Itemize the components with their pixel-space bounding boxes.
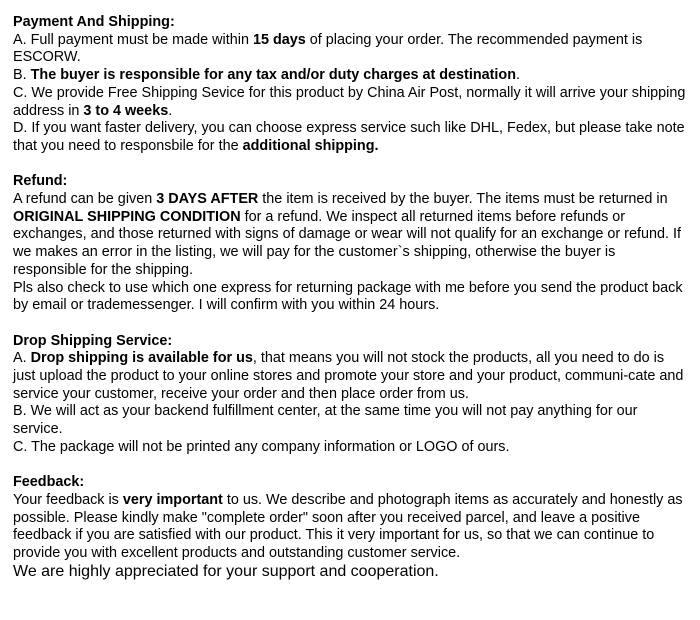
feedback-paragraph: Your feedback is very important to us. We describe and photograph items as accurately and honestly as possible. Please kindly make "complete order" soon after you received parcel, and leave a positive feedback if you are satisfied with our product. This it very important for us, so that we can continue to provide you with excellent products and outstanding customer service. [13, 491, 683, 562]
dropship-item-a: A. Drop shipping is available for us, that means you will not stock the products, all you need to do is just upload the product to your online stores and promote your store and your product, communi-cate and service your customer, receive your order and then place order from us. [13, 350, 684, 402]
feedback-section [13, 474, 688, 581]
payment-item-d: D. If you want faster delivery, you can choose express service such like DHL, Fedex, but please take note that you need to responsbile for the additional shipping. [13, 120, 685, 154]
dropship-section [13, 333, 688, 457]
payment-item-b: B. The buyer is responsible for any tax and/or duty charges at destination. [13, 67, 521, 84]
dropship-item-b: B. We will act as your backend fulfillment center, at the same time you will not pay anything for our service. [13, 403, 638, 438]
refund-heading: Refund: [13, 173, 68, 190]
refund-paragraph: A refund can be given 3 DAYS AFTER the item is received by the buyer. The items must be returned in ORIGINAL SHIPPING CONDITION for a refund. We inspect all returned items before refunds or exchanges, and those returned with signs of damage or wear will not qualify for an exchange or refund. If we makes an error in the listing, we will pay for the customer`s shipping, otherwise the buyer is responsible for the shipping. [13, 191, 681, 278]
payment-section [13, 14, 688, 156]
refund-section [13, 173, 688, 315]
payment-heading: Payment And Shipping: [13, 14, 175, 30]
refund-return-note: Pls also check to use which one express for returning package with me before you send the product back by email or trademessenger. I will confirm with you within 24 hours. [13, 279, 683, 314]
feedback-heading: Feedback: [13, 474, 85, 491]
dropship-item-c: C. The package will not be printed any company information or LOGO of ours. [13, 438, 510, 455]
payment-item-c: C. We provide Free Shipping Sevice for this product by China Air Post, normally it will arrive your shipping address in 3 to 4 weeks. [13, 84, 686, 119]
closing-line: We are highly appreciated for your support and cooperation. [13, 562, 439, 580]
dropship-heading: Drop Shipping Service: [13, 332, 173, 349]
payment-item-a: A. Full payment must be made within 15 days of placing your order. The recommended payment is ESCORW. [13, 31, 643, 66]
